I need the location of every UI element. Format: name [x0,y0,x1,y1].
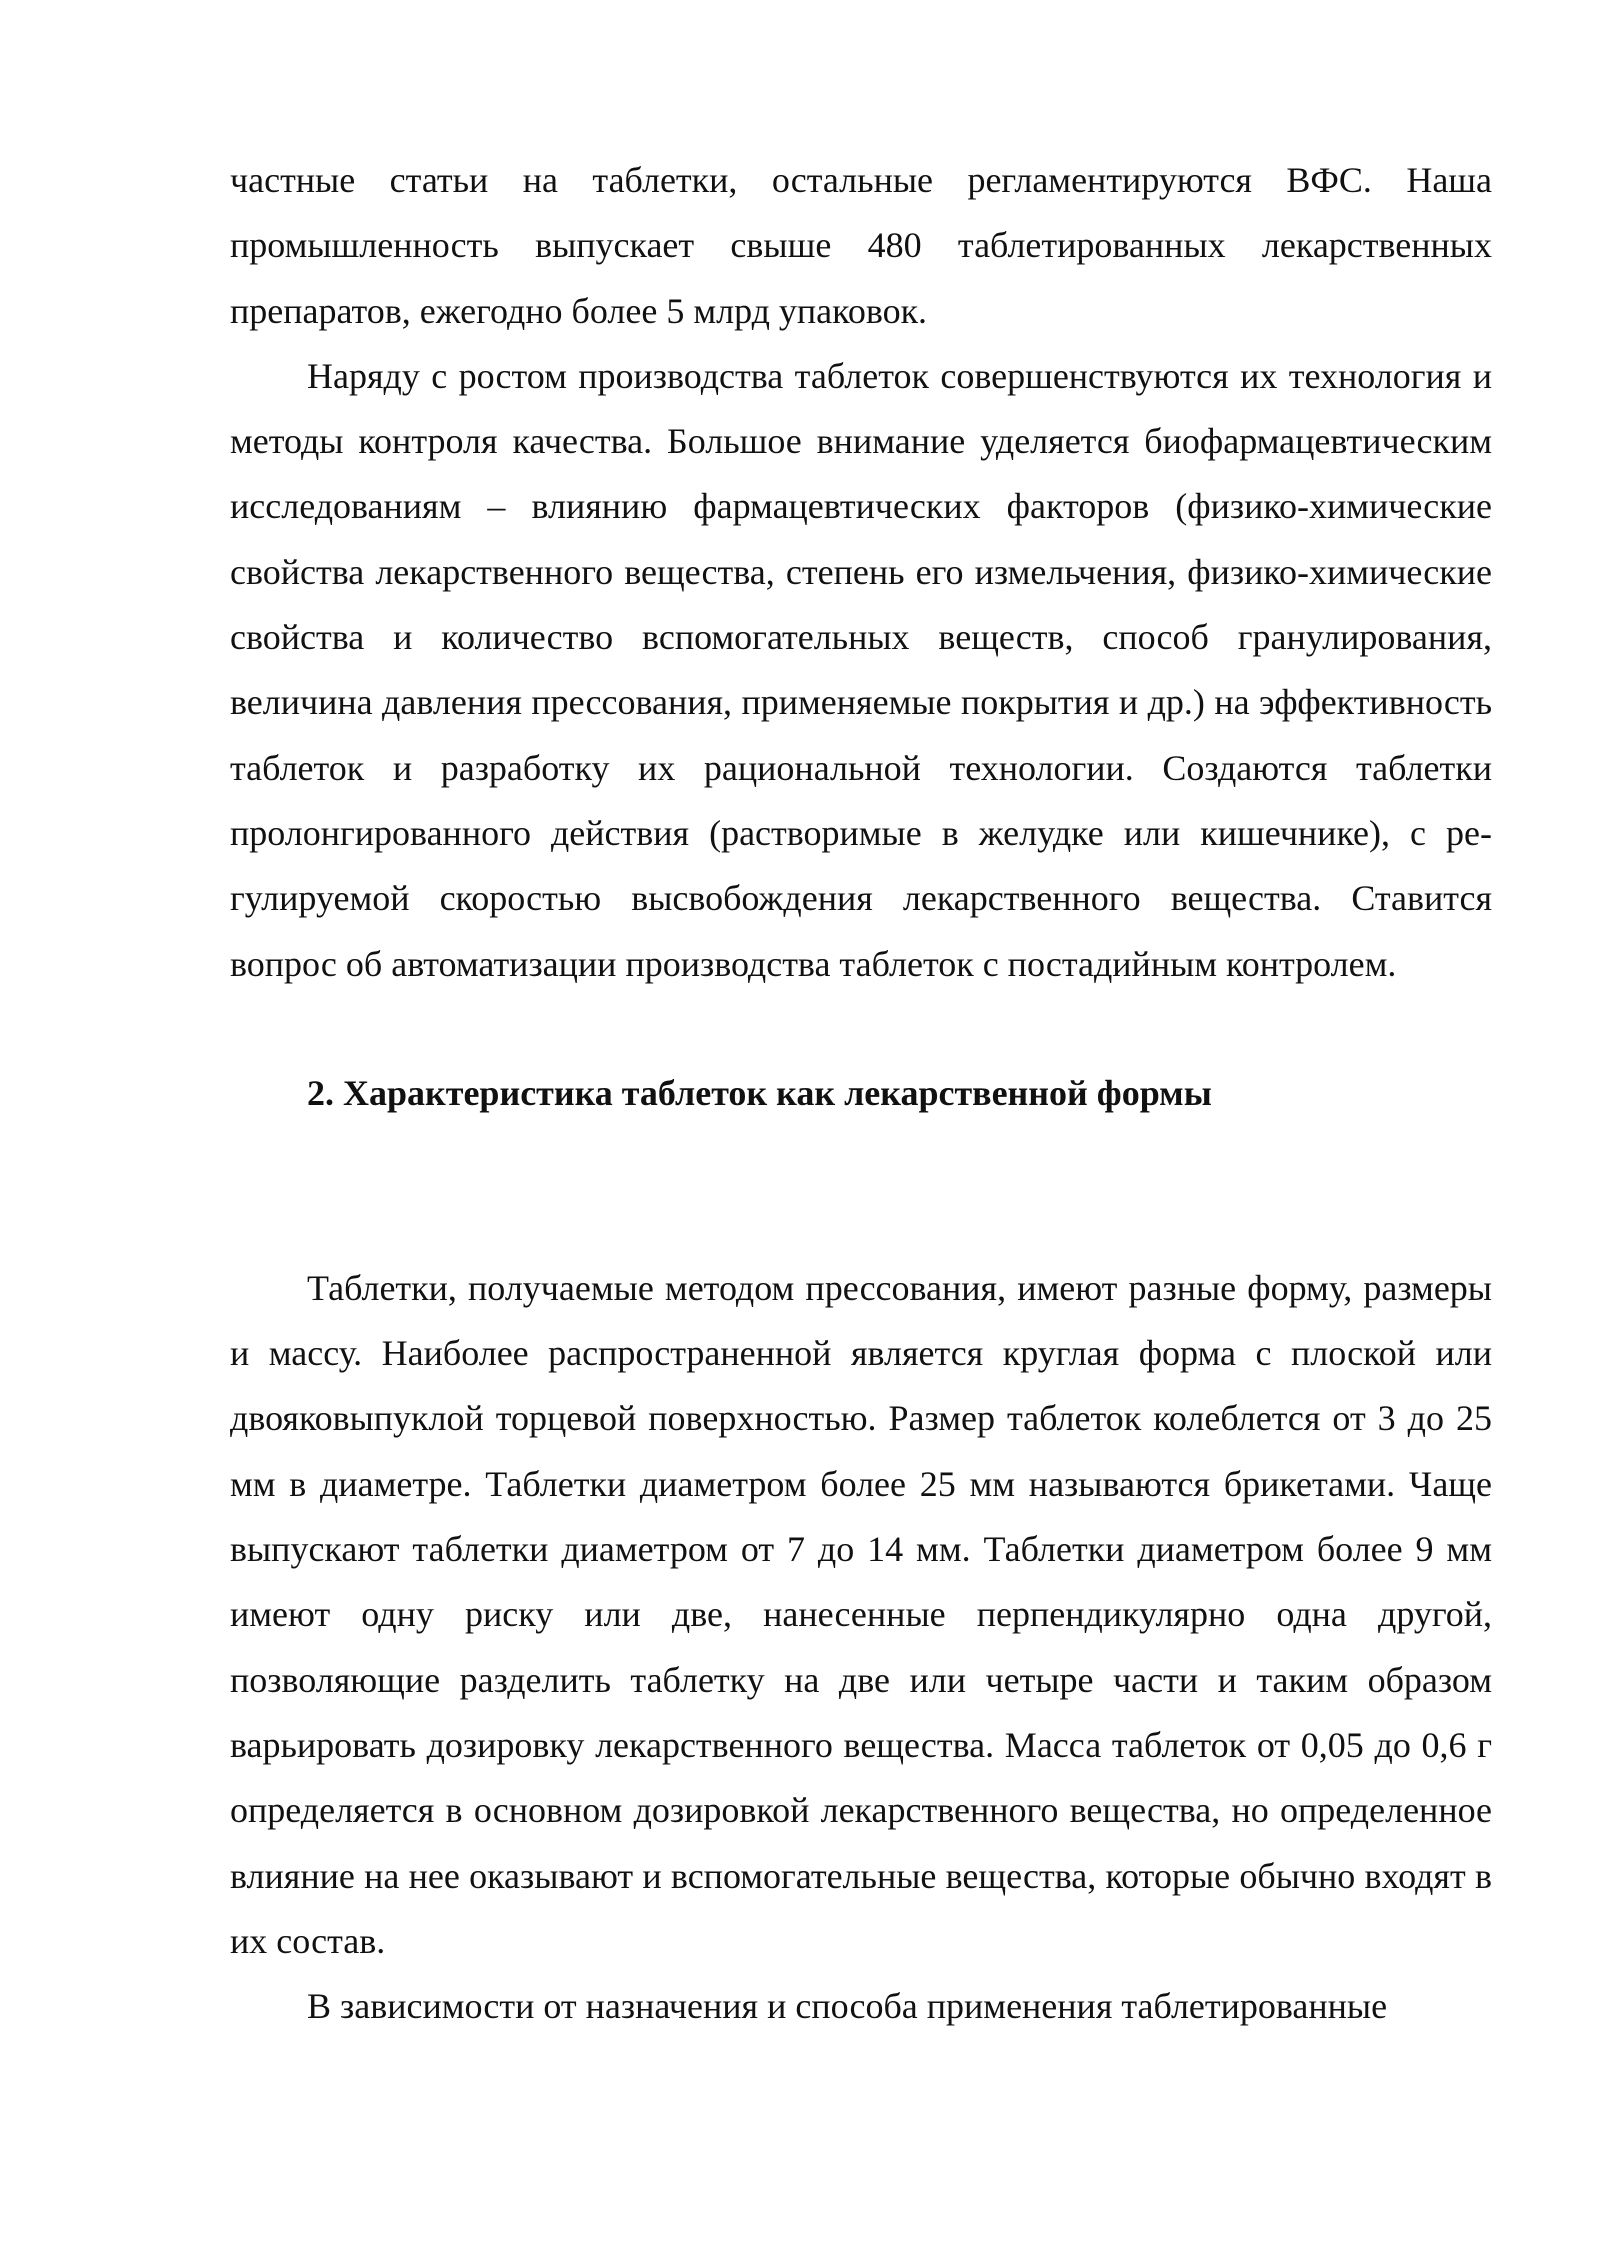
section-heading: 2. Характеристика таблеток как лекарственной формы [307,1072,1212,1113]
paragraph-tablet-shape: Таблетки, получаемые методом прессования, имеют разные форму, размеры и массу. Наиболее распространенной является круглая форма с плоской или двояковыпуклой торцевой поверхностью. Размер таблеток колеблется от 3 до 25 мм в диаметре. Таблетки диаметром более 25 мм называются брикетами. Чаще выпускают таблетки диаметром от 7 до 14 мм. Таблетки диаметром более 9 мм имеют одну риску или две, нанесенные перпендикулярно одна другой, позволяющие разделить таблетку на две или четыре части и таким образом варьировать дозировку лекарственного вещества. Масса таблеток от 0,05 до 0,6 г определяется в основном дозировкой лекарственного вещества, но определенное влияние на нее оказывают и вспомогательные вещества, которые обычно входят в их состав. [230,1267,1492,1961]
paragraph-production-growth: Наряду с ростом производства таблеток совершенствуются их технология и методы контроля качества. Большое внимание уделяется биофармацевтическим исследованиям – влиянию фармацевтических факторов (физико-химические свойства лекарственного вещества, степень его измельчения, физико-химические свойства и количество вспомогательных веществ, способ гранулирования, величина давления прессования, применяемые покрытия и др.) на эффективность таблеток и разработку их рациональной технологии. Создаются таблетки пролонгированного действия (растворимые в желудке или кишечнике), с ре-гулируемой скоростью высвобождения лекарственного вещества. Ставится вопрос об автоматизации производства таблеток с постадийным контролем. [230,355,1492,984]
paragraph-continued: частные статьи на таблетки, остальные регламентируются ВФС. Наша промышленность выпускает свыше 480 таблетированных лекарственных препаратов, ежегодно более 5 млрд упаковок. [230,160,1492,331]
paragraph-purpose: В зависимости от назначения и способа применения таблетированные [307,1986,1388,2027]
document-page [230,148,1492,2039]
